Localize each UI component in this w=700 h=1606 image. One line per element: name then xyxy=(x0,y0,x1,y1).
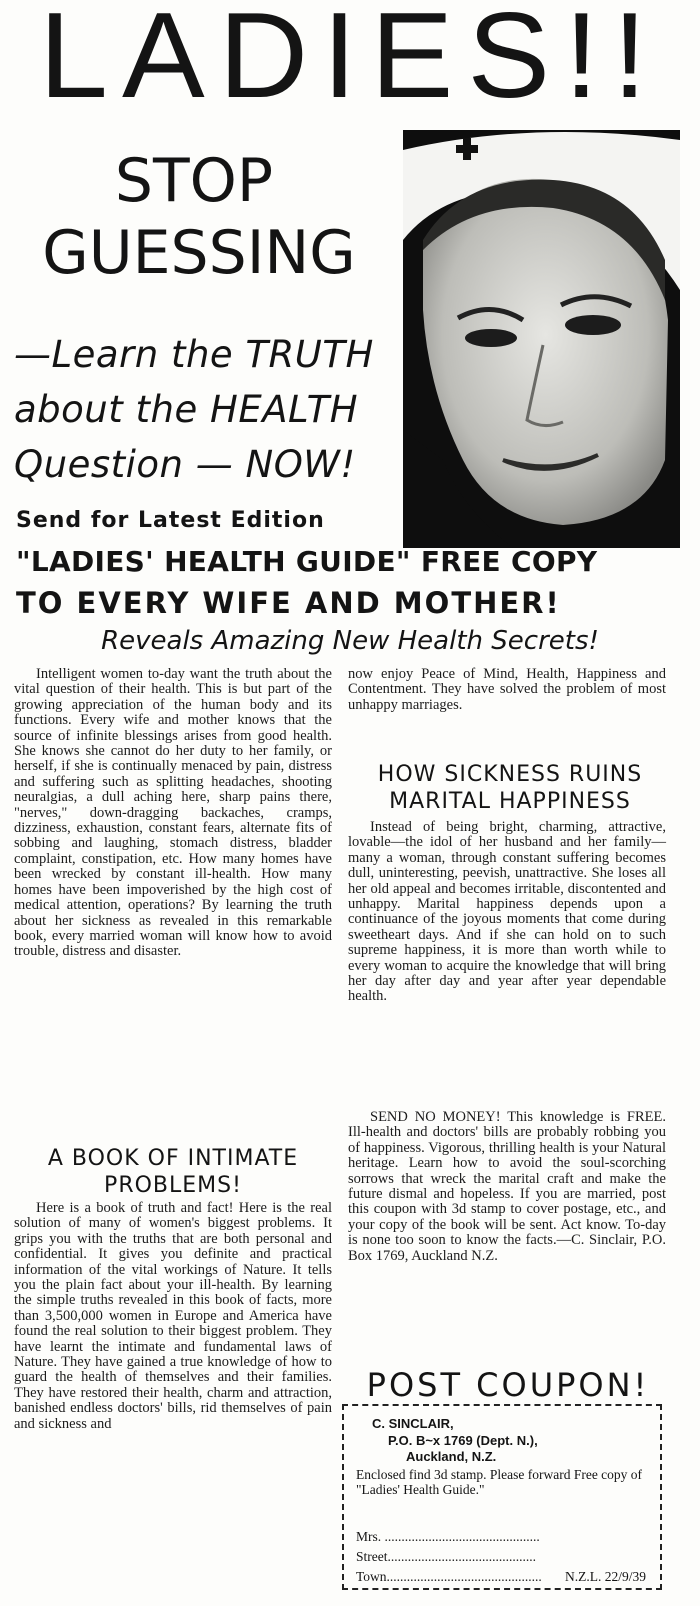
truth-line-1: —Learn the TRUTH xyxy=(14,333,374,376)
coupon-town-field[interactable]: Town.............................................. xyxy=(356,1569,542,1584)
right-paragraph-2: Instead of being bright, charming, attractive, lovable—the idol of her husband and her family—many a woman, through constant suffering becomes dull, uninteresting, peevish, unattractive. She loses all her old appeal and becomes irritable, discontented and unhappy. Marital happiness depends upon a continuance of the joyous moments that come during sweetheart days. And if she can hold on to such supreme happiness, it is more than worth while to every woman to acquire the knowledge that will bring her day after day and year after year dependable health. xyxy=(348,819,666,1005)
sickness-heading: HOW SICKNESS RUINS MARITAL HAPPINESS xyxy=(377,762,643,814)
send-for-edition: Send for Latest Edition xyxy=(16,508,325,533)
coupon-date-ref: N.Z.L. 22/9/39 xyxy=(565,1569,646,1584)
coupon-city: Auckland, N.Z. xyxy=(406,1449,497,1464)
guide-headline-2: TO EVERY WIFE AND MOTHER! xyxy=(16,586,561,620)
coupon-box-number: P.O. B~x 1769 (Dept. N.), xyxy=(388,1433,538,1448)
nurse-photo xyxy=(403,130,680,548)
coupon-mrs-field[interactable]: Mrs. .............................................. xyxy=(356,1529,540,1544)
right-paragraph-3: SEND NO MONEY! This knowledge is FREE. Ill-health and doctors' bills are probably robbing you of happiness. Vigorous, thrilling health is your Natural heritage. Learn how to avoid the soul-scorching sorrows that wreck the marital craft and make the future dismal and hopeless. If you are married, post this coupon with 3d stamp to cover postage, etc., and your copy of the book will be sent. Act know. To-day is none too soon to know the facts.—C. Sinclair, P.O. Box 1769, Auckland N.Z. xyxy=(348,1109,666,1264)
guide-headline-1: "LADIES' HEALTH GUIDE" FREE COPY xyxy=(16,545,598,578)
left-paragraph-2: Here is a book of truth and fact! Here is the real solution of many of women's biggest problems. It grips you with the truths that are both personal and confidential. It gives you definite and practical information of the vital workings of Nature. It tells you the plain fact about your ill-health. By learning the simple truths revealed in this book of facts, more than 3,500,000 women in Europe and America have found the real solution to their biggest problem. They have learnt the intimate and fundamental laws of Nature. They have gained a true knowledge of how to guard the health of themselves and their families. They have restored their health, charm and attraction, banished endless doctors' bills, rid themselves of pain and sickness and xyxy=(14,1200,332,1432)
coupon-street-field[interactable]: Street............................................ xyxy=(356,1549,536,1564)
coupon-box[interactable] xyxy=(342,1404,662,1590)
headline: LADIES!! xyxy=(39,0,661,124)
reveals-tagline: Reveals Amazing New Health Secrets! xyxy=(101,626,599,656)
subhead-stop: STOP xyxy=(114,146,274,216)
subhead-guessing: GUESSING xyxy=(42,218,356,288)
coupon-body: Enclosed find 3d stamp. Please forward Free copy of "Ladies' Health Guide." xyxy=(356,1467,643,1497)
truth-line-2: about the HEALTH xyxy=(14,388,359,431)
left-paragraph-1: Intelligent women to-day want the truth about the vital question of their health. This is but part of the growing appreciation of the human body and its functions. Every wife and mother knows that the source of infinite blessings arises from good health. She knows she cannot do her duty to her family, or herself, if she is continually menaced by pain, distress and suffering such as splitting headaches, shooting neuralgias, a dull aching here, sharp pains there, "nerves," down-dragging backaches, cramps, dizziness, exhaustion, constant fears, alternate fits of sobbing and laughing, stomach distress, bladder complaint, constipation, etc. How many homes have been wrecked by constant ill-health. How many homes have been impoverished by the high cost of medical attention, operations? By learning the truth about her sickness as revealed in this remarkable book, every married woman will know how to avoid trouble, distress and disaster. xyxy=(14,666,332,960)
post-coupon-heading: POST COUPON! xyxy=(366,1366,650,1404)
book-heading: A BOOK OF INTIMATE PROBLEMS! xyxy=(47,1146,299,1198)
coupon-name: C. SINCLAIR, xyxy=(372,1416,454,1431)
left-eye xyxy=(465,329,517,347)
right-paragraph-1: now enjoy Peace of Mind, Health, Happiness and Contentment. They have solved the problem of most unhappy marriages. xyxy=(348,666,666,713)
truth-line-3: Question — NOW! xyxy=(14,443,356,486)
right-eye xyxy=(565,315,621,335)
